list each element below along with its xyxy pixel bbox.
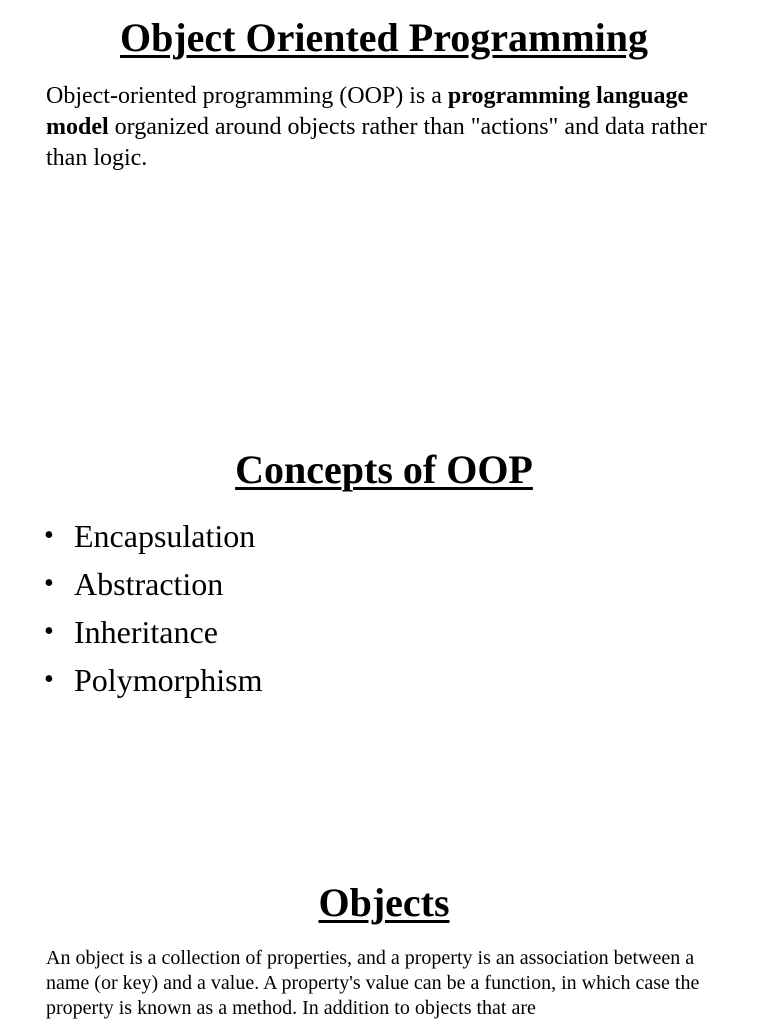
oop-heading: Object Oriented Programming: [119, 15, 649, 60]
concept-item-abstraction: [44, 560, 262, 608]
concepts-list: [44, 512, 262, 704]
concept-label: Encapsulation: [74, 518, 256, 554]
concept-label: Inheritance: [74, 614, 218, 650]
concept-item-encapsulation: [44, 512, 262, 560]
concepts-heading: Concepts of OOP: [235, 447, 533, 492]
bullet-icon: •: [44, 616, 54, 647]
intro-text-end: organized around objects rather than "actions" and data rather than logic.: [46, 114, 707, 171]
bullet-icon: •: [44, 520, 54, 551]
bullet-icon: •: [44, 664, 54, 695]
objects-heading: Objects: [318, 880, 450, 925]
concept-item-polymorphism: [44, 656, 262, 704]
oop-intro-paragraph: [46, 81, 726, 174]
intro-text-bold: programming language model: [46, 83, 689, 140]
objects-paragraph: An object is a collection of properties, and a property is an association between a name (or key) and a value. A property's value can be a function, in which case the property is known as a method. In addition to objects that are: [46, 947, 700, 1019]
bullet-icon: •: [44, 568, 54, 599]
concept-label: Polymorphism: [74, 662, 263, 698]
intro-text-start: Object-oriented programming (OOP) is a: [46, 83, 448, 109]
concept-item-inheritance: [44, 608, 262, 656]
concept-label: Abstraction: [74, 566, 224, 602]
